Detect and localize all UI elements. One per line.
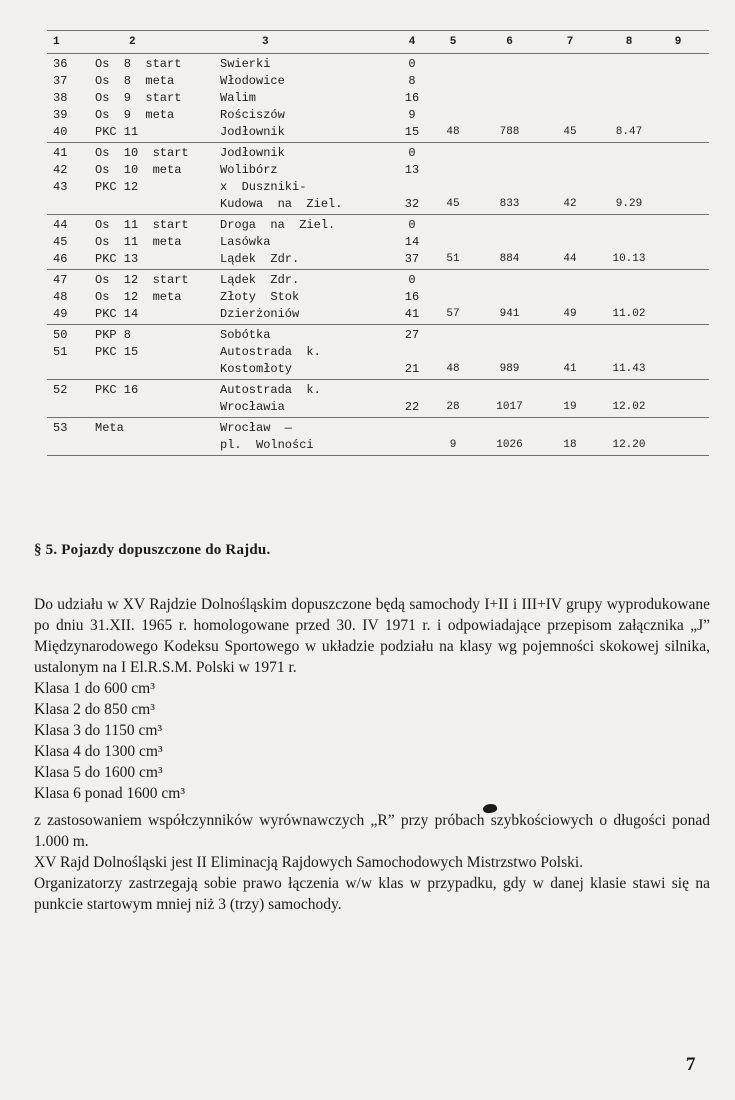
- location: Jodłownik: [220, 146, 285, 160]
- total-distance: 788: [499, 126, 520, 138]
- stage-number: 51: [53, 345, 68, 359]
- table-row: [47, 145, 709, 162]
- class-list: [34, 678, 710, 804]
- table-row: [47, 107, 709, 124]
- location: x Duszniki-: [220, 180, 307, 194]
- paragraph-coefficients: z zastosowaniem współczynników wyrównawczych „R” przy próbach szybkościowych o długości ponad 1.000 m.: [34, 812, 710, 850]
- class-item: Klasa 2 do 850 cm³: [34, 701, 155, 718]
- table-row: [47, 289, 709, 306]
- table-row: [47, 90, 709, 107]
- stage-number: 48: [53, 290, 68, 304]
- location: Autostrada k.: [220, 345, 321, 359]
- distance: 32: [404, 197, 420, 211]
- distance: 0: [408, 273, 416, 287]
- distance: 14: [404, 235, 420, 249]
- total-distance: 1017: [496, 401, 523, 413]
- time-minutes: 48: [446, 126, 460, 138]
- header-col-7: 7: [566, 36, 574, 48]
- header-col-2: 2: [129, 36, 136, 48]
- total-distance: 989: [499, 363, 520, 375]
- table-header-row: [47, 31, 709, 53]
- table-row: [47, 361, 709, 378]
- location: Droga na Ziel.: [220, 218, 336, 232]
- table-row: [47, 251, 709, 268]
- class-item: Klasa 6 ponad 1600 cm³: [34, 785, 186, 802]
- control-point: PKC 13: [95, 252, 139, 266]
- distance: 0: [408, 57, 416, 71]
- class-item: Klasa 5 do 1600 cm³: [34, 764, 163, 781]
- table-row-group: [47, 418, 709, 455]
- table-row-group: [47, 215, 709, 269]
- total-distance: 941: [499, 308, 520, 320]
- class-item: Klasa 1 do 600 cm³: [34, 680, 155, 697]
- location: Autostrada k.: [220, 383, 321, 397]
- stage-number: 49: [53, 307, 68, 321]
- location: Swierki: [220, 57, 271, 71]
- distance: 0: [408, 146, 416, 160]
- clock-time: 11.43: [612, 363, 646, 375]
- time-minutes: 57: [446, 308, 460, 320]
- control-point: Os 12 start: [95, 273, 189, 287]
- distance: 22: [404, 400, 420, 414]
- stage-number: 47: [53, 273, 68, 287]
- location: Lądek Zdr.: [220, 252, 300, 266]
- time-minutes: 9: [449, 439, 457, 451]
- control-point: Os 8 start: [95, 57, 182, 71]
- table-row: [47, 124, 709, 141]
- table-row: [47, 196, 709, 213]
- table-row-group: [47, 325, 709, 379]
- paragraph-intro: Do udziału w XV Rajdzie Dolnośląskim dopuszczone będą samochody I+II i III+IV grupy wyprodukowane po dniu 31.XII. 1965 r. homologowane przed 30. IV 1971 r. i odpowiadające przepisom załącznika „J” Międzynarodowego Kodeksu Sportowego w układzie podziału na klasy wg pojemności skokowej silnika, ustalonym na I El.R.S.M. Polski w 1971 r.: [34, 596, 710, 676]
- distance: 0: [408, 218, 416, 232]
- stage-number: 42: [53, 163, 68, 177]
- control-point: PKC 12: [95, 180, 139, 194]
- table-row: [47, 162, 709, 179]
- location: Dzierżoniów: [220, 307, 300, 321]
- control-point: Os 10 start: [95, 146, 189, 160]
- table-row-group: [47, 143, 709, 214]
- section-body: [34, 594, 710, 915]
- section-title: § 5. Pojazdy dopuszczone do Rajdu.: [34, 542, 271, 558]
- table-row: [47, 217, 709, 234]
- table-group-rule: [47, 455, 709, 456]
- header-col-9: 9: [674, 36, 682, 48]
- distance: 41: [404, 307, 420, 321]
- location: Wrocław —: [220, 421, 293, 435]
- clock-time: 9.29: [615, 198, 643, 210]
- table-row: [47, 327, 709, 344]
- header-col-4: 4: [408, 36, 416, 48]
- stage-number: 43: [53, 180, 68, 194]
- class-item: Klasa 3 do 1150 cm³: [34, 722, 163, 739]
- header-col-6: 6: [506, 36, 513, 48]
- speed: 41: [563, 363, 577, 375]
- distance: 13: [404, 163, 420, 177]
- stage-number: 38: [53, 91, 68, 105]
- stage-number: 36: [53, 57, 68, 71]
- stage-number: 53: [53, 421, 68, 435]
- control-point: Os 9 meta: [95, 108, 175, 122]
- control-point: Os 8 meta: [95, 74, 175, 88]
- location: Włodowice: [220, 74, 285, 88]
- time-minutes: 51: [446, 253, 460, 265]
- stage-number: 44: [53, 218, 68, 232]
- control-point: Os 11 start: [95, 218, 189, 232]
- location: pl. Wolności: [220, 438, 314, 452]
- speed: 49: [563, 308, 577, 320]
- page-number: 7: [686, 1054, 696, 1075]
- header-col-8: 8: [625, 36, 633, 48]
- clock-time: 8.47: [615, 126, 643, 138]
- table-row: [47, 437, 709, 454]
- time-minutes: 28: [446, 401, 460, 413]
- location: Jodłownik: [220, 125, 285, 139]
- table-row: [47, 73, 709, 90]
- control-point: Os 9 start: [95, 91, 182, 105]
- location: Walim: [220, 91, 257, 105]
- table-row: [47, 382, 709, 399]
- clock-time: 12.02: [612, 401, 646, 413]
- control-point: PKC 11: [95, 125, 139, 139]
- table-row: [47, 234, 709, 251]
- stage-number: 39: [53, 108, 68, 122]
- control-point: PKC 15: [95, 345, 139, 359]
- stage-number: 50: [53, 328, 68, 342]
- distance: 16: [404, 290, 420, 304]
- table-row: [47, 344, 709, 361]
- location: Wrocławia: [220, 400, 285, 414]
- control-point: Os 10 meta: [95, 163, 182, 177]
- location: Rościszów: [220, 108, 285, 122]
- location: Sobótka: [220, 328, 271, 342]
- header-col-5: 5: [449, 36, 457, 48]
- table-body: [47, 54, 709, 456]
- location: Złoty Stok: [220, 290, 300, 304]
- total-distance: 1026: [496, 439, 523, 451]
- location: Kudowa na Ziel.: [220, 197, 343, 211]
- total-distance: 884: [499, 253, 520, 265]
- speed: 44: [563, 253, 577, 265]
- speed: 18: [563, 439, 577, 451]
- table-row-group: [47, 270, 709, 324]
- location: Lasówka: [220, 235, 271, 249]
- location: Lądek Zdr.: [220, 273, 300, 287]
- table-row: [47, 56, 709, 73]
- stage-number: 37: [53, 74, 68, 88]
- clock-time: 11.02: [612, 308, 646, 320]
- table-row-group: [47, 380, 709, 417]
- control-point: PKC 16: [95, 383, 139, 397]
- control-point: Meta: [95, 421, 124, 435]
- paragraph-organizers: Organizatorzy zastrzegają sobie prawo łączenia w/w klas w przypadku, gdy w danej klasie stawi się na punkcie startowym mniej niż 3 (trzy) samochody.: [34, 875, 710, 913]
- table-row: [47, 306, 709, 323]
- distance: 37: [404, 252, 420, 266]
- time-minutes: 48: [446, 363, 460, 375]
- control-point: PKC 14: [95, 307, 139, 321]
- itinerary-table: [47, 30, 709, 456]
- class-item: Klasa 4 do 1300 cm³: [34, 743, 163, 760]
- table-row: [47, 399, 709, 416]
- distance: 16: [404, 91, 420, 105]
- distance: 15: [404, 125, 420, 139]
- control-point: PKP 8: [95, 328, 132, 342]
- speed: 45: [563, 126, 577, 138]
- total-distance: 833: [499, 198, 520, 210]
- paragraph-championship: XV Rajd Dolnośląski jest II Eliminacją Rajdowych Samochodowych Mistrzstwo Polski.: [34, 854, 584, 871]
- stage-number: 45: [53, 235, 68, 249]
- location: Wolibórz: [220, 163, 278, 177]
- table-row-group: [47, 54, 709, 142]
- distance: 21: [404, 362, 420, 376]
- distance: 27: [404, 328, 420, 342]
- control-point: Os 11 meta: [95, 235, 182, 249]
- table-row: [47, 179, 709, 196]
- clock-time: 10.13: [612, 253, 646, 265]
- stage-number: 40: [53, 125, 68, 139]
- location: Kostomłoty: [220, 362, 293, 376]
- stage-number: 46: [53, 252, 68, 266]
- stage-number: 41: [53, 146, 68, 160]
- clock-time: 12.20: [612, 439, 646, 451]
- speed: 42: [563, 198, 577, 210]
- distance: 9: [408, 108, 416, 122]
- header-col-1: 1: [53, 36, 60, 48]
- speed: 19: [563, 401, 577, 413]
- stage-number: 52: [53, 383, 68, 397]
- table-row: [47, 272, 709, 289]
- table-row: [47, 420, 709, 437]
- distance: 8: [408, 74, 416, 88]
- header-col-3: 3: [262, 36, 269, 48]
- time-minutes: 45: [446, 198, 460, 210]
- control-point: Os 12 meta: [95, 290, 182, 304]
